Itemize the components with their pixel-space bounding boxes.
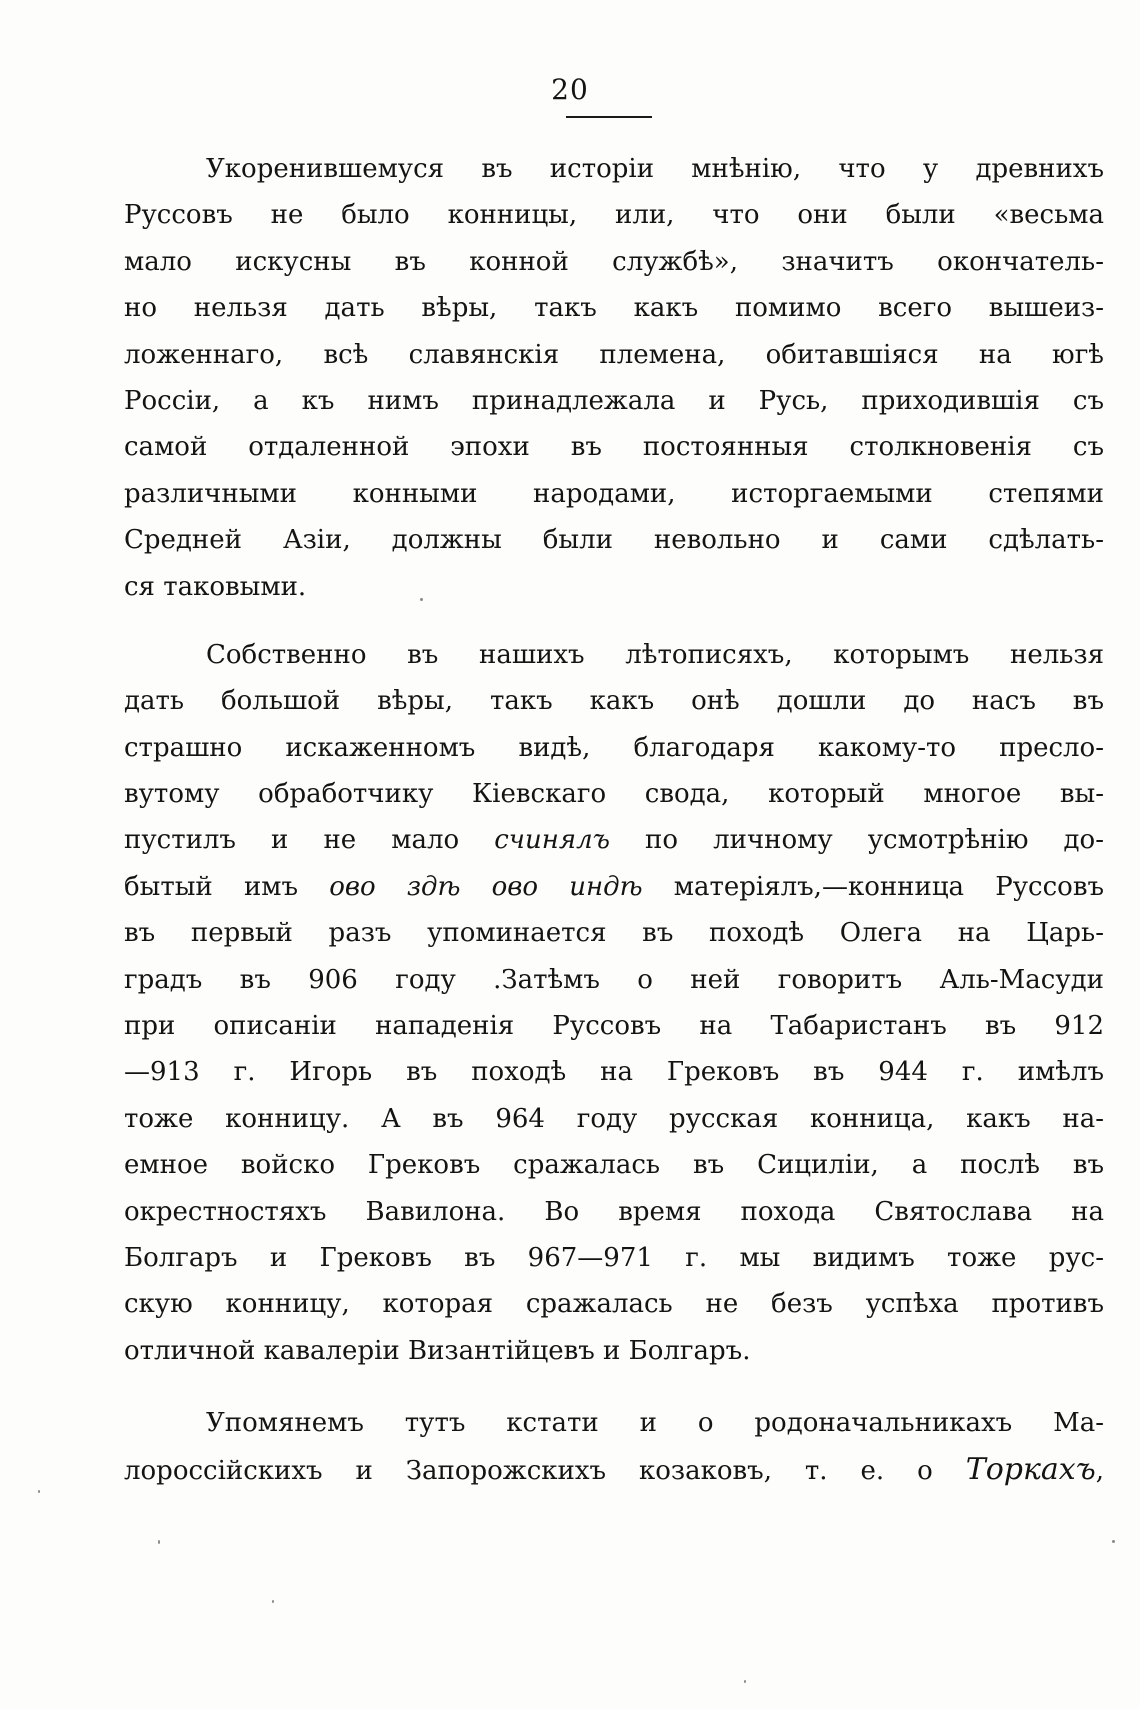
text-run: по личному усмотрѣнію до- [609, 825, 1104, 856]
text-line: Болгаръ и Грековъ въ 967—971 г. мы видимъ тоже рус- [124, 1242, 1104, 1273]
text-line: страшно искаженномъ видѣ, благодаря какому-то пресло- [124, 732, 1104, 763]
scan-speck [272, 1600, 274, 1603]
text-run: , [1095, 1455, 1104, 1486]
italic-phrase: ово здѣ ово индѣ [329, 871, 643, 902]
paragraph-3 [124, 1400, 1104, 1493]
text-line: вутому обработчику Кіевскаго свода, который многое вы- [124, 779, 1104, 810]
text-line: —913 г. Игорь въ походѣ на Грековъ въ 944 г. имѣлъ [124, 1057, 1104, 1088]
text-line: скую конницу, которая сражалась не безъ успѣха противъ [124, 1289, 1104, 1320]
text-run: лороссійскихъ и Запорожскихъ козаковъ, т. е. о [124, 1455, 966, 1486]
text-run: матеріялъ,—конница Руссовъ [642, 871, 1104, 902]
text-line [124, 817, 1104, 863]
text-line [124, 864, 1104, 910]
italic-word: счинялъ [494, 825, 610, 856]
scan-speck [420, 598, 423, 601]
text-line: различными конными народами, исторгаемыми степями [124, 478, 1104, 509]
text-line: самой отдаленной эпохи въ постоянныя столкновенія съ [124, 432, 1104, 463]
text-line: Средней Азіи, должны были невольно и сами сдѣлать- [124, 525, 1104, 556]
italic-word: Торкахъ [965, 1451, 1096, 1487]
page-number-rule [566, 116, 652, 118]
paragraph-1 [124, 146, 1104, 610]
text-line: Упомянемъ тутъ кстати и о родоначальникахъ Ма- [206, 1408, 1104, 1439]
text-run: бытый имъ [124, 871, 330, 902]
text-line: градъ въ 906 году .Затѣмъ о ней говоритъ Аль-Масуди [124, 964, 1104, 995]
text-line: но нельзя дать вѣры, такъ какъ помимо всего вышеиз- [124, 293, 1104, 324]
text-line: въ первый разъ упоминается въ походѣ Олега на Царь- [124, 918, 1104, 949]
text-line: ложеннаго, всѣ славянскія племена, обитавшіяся на югѣ [124, 339, 1104, 370]
text-line [124, 1447, 1104, 1493]
text-run: пустилъ и не мало [124, 825, 495, 856]
text-line: Собственно въ нашихъ лѣтописяхъ, которымъ нельзя [206, 639, 1104, 670]
text-line: дать большой вѣры, такъ какъ онѣ дошли до насъ въ [124, 686, 1104, 717]
text-line: ся таковыми. [124, 571, 307, 602]
text-line: окрестностяхъ Вавилона. Во время похода Святослава на [124, 1196, 1104, 1227]
body-text [124, 146, 1104, 1493]
scan-speck [1112, 1540, 1115, 1543]
text-line: мало искусны въ конной службѣ», значитъ окончатель- [124, 246, 1104, 277]
scan-speck [38, 1490, 40, 1493]
scan-speck [744, 1680, 746, 1683]
paragraph-2 [124, 632, 1104, 1374]
text-line: тоже конницу. А въ 964 году русская конница, какъ на- [124, 1103, 1104, 1134]
scan-speck [158, 1540, 160, 1544]
text-line: отличной кавалеріи Византійцевъ и Болгаръ. [124, 1335, 751, 1366]
text-line: емное войско Грековъ сражалась въ Сициліи, а послѣ въ [124, 1150, 1104, 1181]
page-number: 20 [551, 73, 589, 106]
text-line: Россіи, а къ нимъ принадлежала и Русь, приходившія съ [124, 385, 1104, 416]
text-line: при описаніи нападенія Руссовъ на Табаристанъ въ 912 [124, 1011, 1104, 1042]
text-line: Руссовъ не было конницы, или, что они были «весьма [124, 200, 1104, 231]
text-line: Укоренившемуся въ исторіи мнѣнію, что у древнихъ [206, 154, 1104, 184]
